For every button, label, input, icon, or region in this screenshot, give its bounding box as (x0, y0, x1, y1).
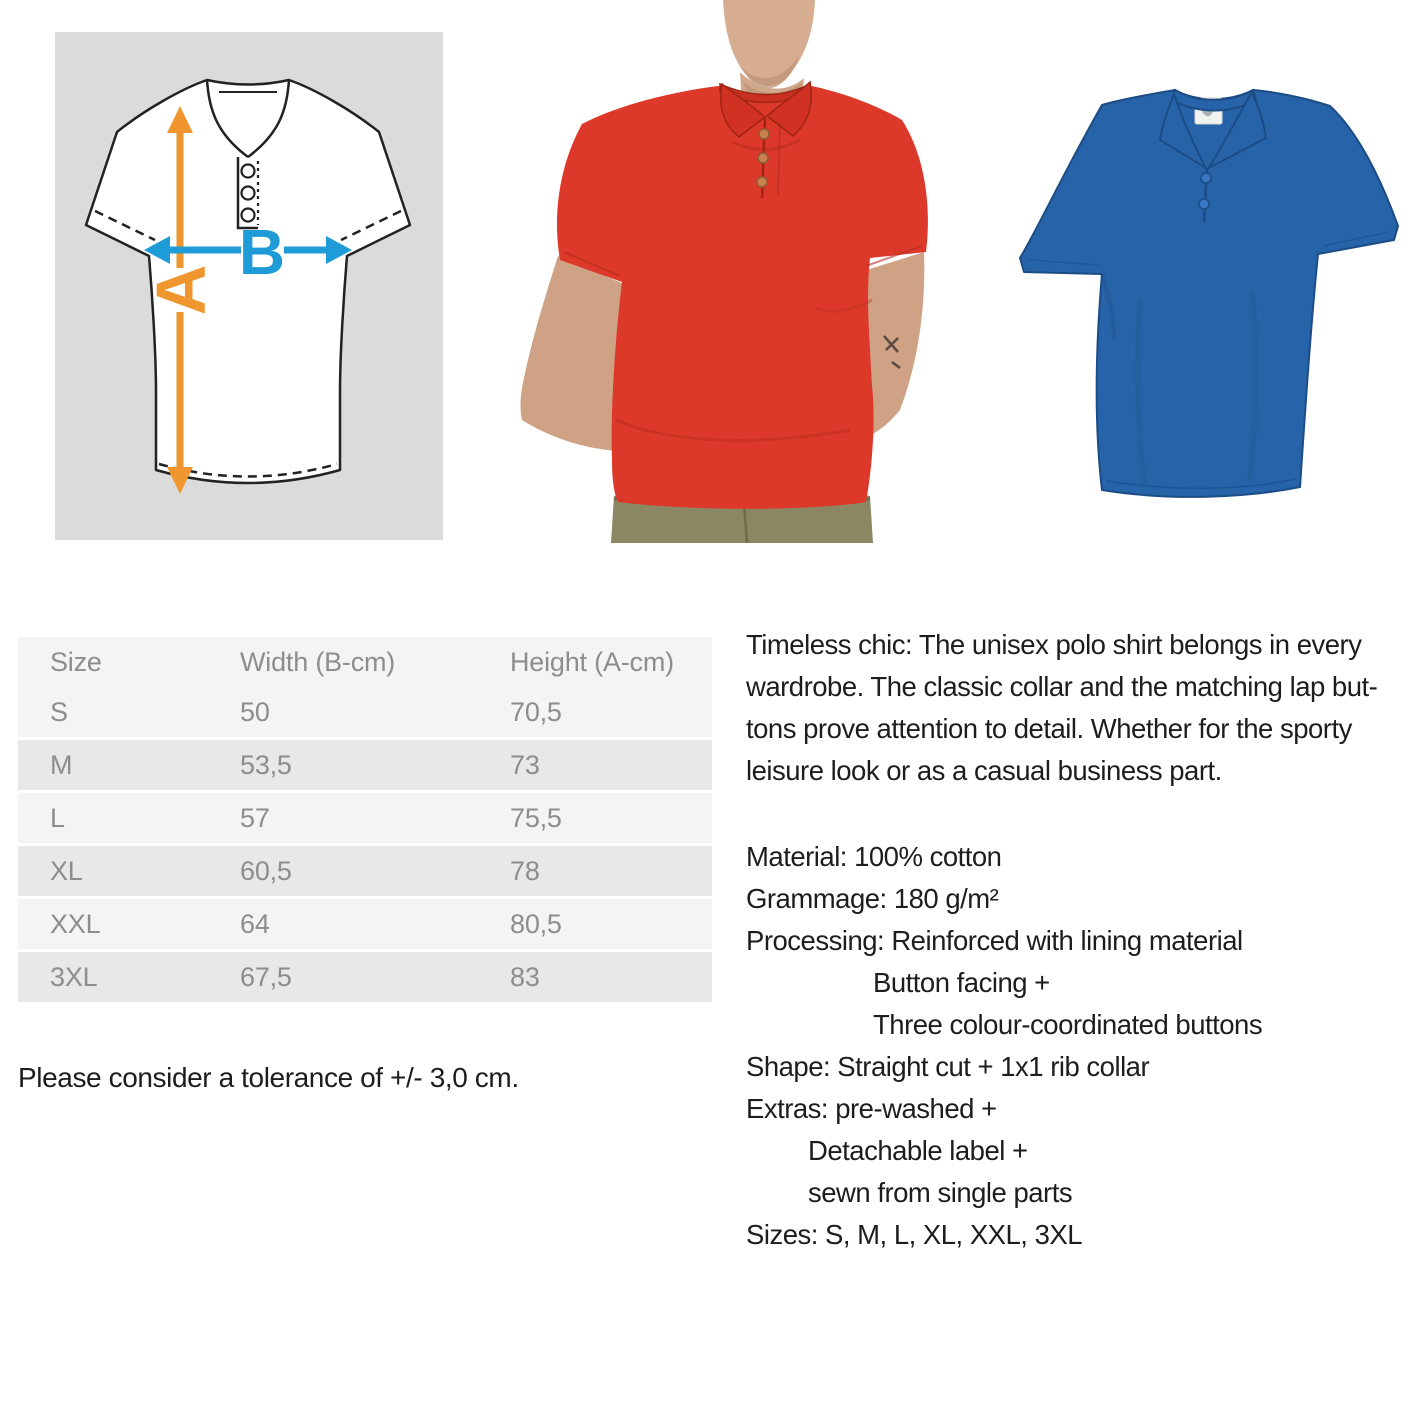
product-photo-blue-polo (990, 60, 1410, 540)
width-cell: 67,5 (240, 962, 292, 992)
size-cell: S (50, 697, 68, 727)
width-cell: 64 (240, 909, 270, 939)
height-cell: 73 (510, 750, 540, 780)
size-cell: XL (50, 856, 83, 886)
intro-line: wardrobe. The classic collar and the matching lap but- (746, 671, 1378, 702)
blue-polo-button (1199, 199, 1209, 209)
description-intro (746, 624, 1424, 792)
width-cell: 60,5 (240, 856, 292, 886)
column-header-height: Height (A-cm) (510, 647, 674, 677)
column-header-size: Size (50, 647, 102, 677)
size-table-header-row (18, 637, 712, 687)
red-polo-button (758, 153, 768, 163)
height-arrow-a-head-down (167, 467, 193, 494)
table-row (18, 687, 712, 737)
model-photo-red-polo (520, 0, 962, 543)
spec-shape: Shape: Straight cut + 1x1 rib collar (746, 1051, 1150, 1082)
spec-extras-detail: Detachable label + (808, 1135, 1028, 1166)
height-cell: 70,5 (510, 697, 562, 727)
intro-line: Timeless chic: The unisex polo shirt belongs in every (746, 629, 1362, 660)
height-cell: 75,5 (510, 803, 562, 833)
placket-button (242, 187, 255, 200)
size-table (18, 637, 712, 1002)
blue-polo-drawing (990, 60, 1410, 540)
height-arrow-a-label: A (142, 264, 220, 316)
table-row (18, 740, 712, 790)
product-specs (746, 836, 1424, 1256)
spec-grammage: Grammage: 180 g/m² (746, 883, 999, 914)
width-cell: 50 (240, 697, 270, 727)
model-chin (723, 0, 815, 86)
intro-line: tons prove attention to detail. Whether for the sporty (746, 713, 1352, 744)
spec-extras: Extras: pre-washed + (746, 1093, 997, 1124)
size-cell: M (50, 750, 73, 780)
spec-processing: Processing: Reinforced with lining material (746, 925, 1243, 956)
width-arrow-b-label: B (238, 216, 286, 288)
red-polo-button (757, 177, 767, 187)
height-cell: 83 (510, 962, 540, 992)
intro-line: leisure look or as a casual business part. (746, 755, 1222, 786)
spec-extras-detail: sewn from single parts (808, 1177, 1073, 1208)
size-cell: XXL (50, 909, 101, 939)
size-cell: L (50, 803, 65, 833)
spec-processing-detail: Three colour-coordinated buttons (873, 1009, 1263, 1040)
table-row (18, 793, 712, 843)
size-measurement-diagram (55, 32, 443, 540)
polo-measurement-drawing (55, 32, 443, 540)
red-polo-button (759, 129, 769, 139)
table-row (18, 899, 712, 949)
column-header-width: Width (B-cm) (240, 647, 396, 677)
height-cell: 80,5 (510, 909, 562, 939)
width-cell: 57 (240, 803, 270, 833)
spec-material: Material: 100% cotton (746, 841, 1002, 872)
placket-button (242, 165, 255, 178)
blue-polo-button (1201, 173, 1211, 183)
blue-polo-body (1020, 90, 1398, 497)
spec-processing-detail: Button facing + (873, 967, 1050, 998)
product-description (746, 624, 1424, 1256)
table-row (18, 952, 712, 1002)
model-photo-drawing (520, 0, 962, 543)
size-cell: 3XL (50, 962, 98, 992)
table-row (18, 846, 712, 896)
tolerance-note: Please consider a tolerance of +/- 3,0 cm. (18, 1062, 519, 1093)
height-cell: 78 (510, 856, 540, 886)
spec-sizes: Sizes: S, M, L, XL, XXL, 3XL (746, 1219, 1083, 1250)
width-cell: 53,5 (240, 750, 292, 780)
